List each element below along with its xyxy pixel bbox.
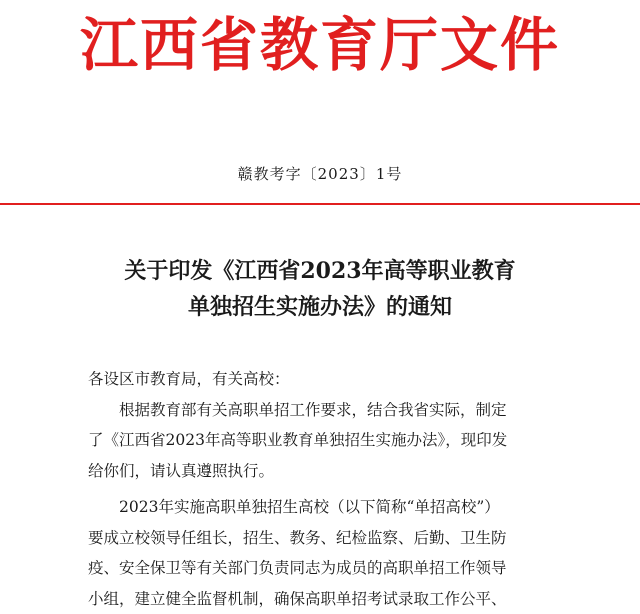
document-number: 赣教考字〔2023〕1号 [0,163,640,184]
paragraph-2-line-4: 小组，建立健全监督机制，确保高职单招考试录取工作公平、 [88,584,608,614]
paragraph-1-line-3: 给你们，请认真遵照执行。 [88,456,608,487]
issuer-masthead: 江西省教育厅文件 [0,10,640,80]
title-line-2: 单独招生实施办法》的通知 [0,289,640,325]
notice-title [0,253,640,325]
paragraph-2-line-3: 疫、安全保卫等有关部门负责同志为成员的高职单招工作领导 [88,553,608,584]
document-body [88,364,608,614]
red-divider-line [0,203,640,205]
paragraph-1-line-1: 根据教育部有关高职单招工作要求，结合我省实际，制定 [88,395,608,426]
paragraph-2-line-2: 要成立校领导任组长，招生、教务、纪检监察、后勤、卫生防 [88,523,608,554]
title-line-1: 关于印发《江西省2023年高等职业教育 [0,253,640,289]
paragraph-1-line-2: 了《江西省2023年高等职业教育单独招生实施办法》，现印发 [88,425,608,456]
paragraph-2-line-1: 2023年实施高职单独招生高校（以下简称“单招高校”） [88,492,608,523]
salutation: 各设区市教育局，有关高校： [88,364,608,395]
